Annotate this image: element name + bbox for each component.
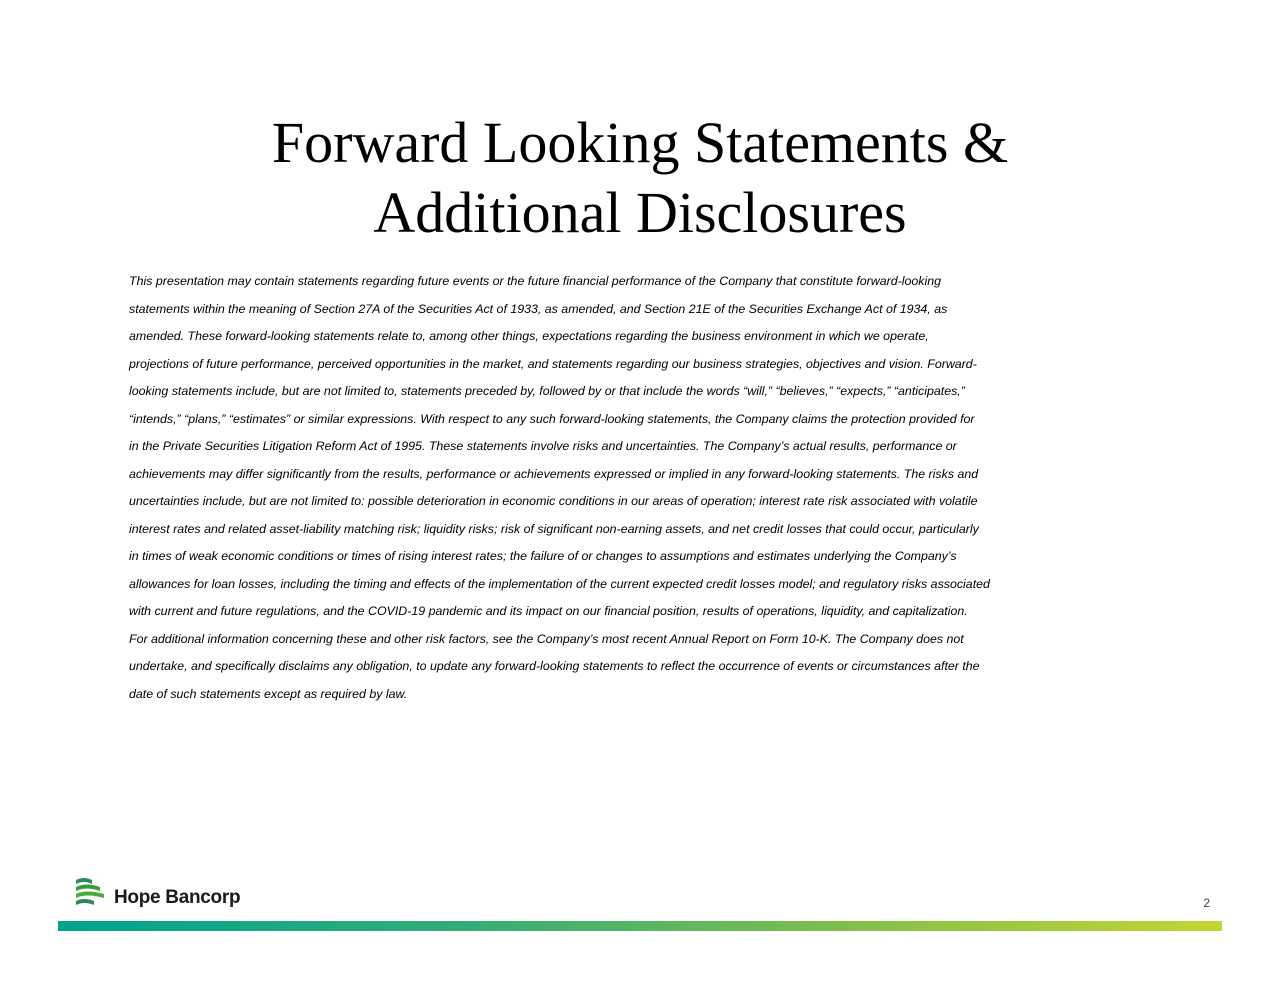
disclosure-line: “intends,” “plans,” “estimates” or similar expressions. With respect to any such forward-looking statements, the Company claims the protection provided for [129,411,975,426]
disclosure-line: looking statements include, but are not limited to, statements preceded by, followed by or that include the words “will,” “believes,” “expects,” “anticipates,” [129,384,965,398]
disclosure-line: date of such statements except as required by law. [129,686,408,701]
disclosure-line: For additional information concerning these and other risk factors, see the Company’s most recent Annual Report on Form 10-K. The Company does not [129,631,964,646]
disclosure-line: achievements may differ significantly from the results, performance or achievements expressed or implied in any forward-looking statements. The risks and [129,466,979,481]
disclosure-line: undertake, and specifically disclaims any obligation, to update any forward-looking statements to reflect the occurrence of events or circumstances after the [129,659,980,673]
disclosure-line: interest rates and related asset-liability matching risk; liquidity risks; risk of significant non-earning assets, and net credit losses that could occur, particularly [129,521,979,536]
hope-bancorp-mark-icon [72,874,108,910]
page-title-line-2: Additional Disclosures [373,180,907,245]
disclosure-line: in the Private Securities Litigation Reform Act of 1995. These statements involve risks and uncertainties. The Company’s actual results, performance or [129,439,957,453]
disclosure-line: This presentation may contain statements regarding future events or the future financial performance of the Company that constitute forward-looking [129,274,942,288]
disclosure-line: projections of future performance, perceived opportunities in the market, and statements regarding our business strategies, objectives and vision. Forward- [129,356,977,371]
page-number: 2 [1203,896,1210,910]
disclosure-line: with current and future regulations, and the COVID-19 pandemic and its impact on our financial position, results of operations, liquidity, and capitalization. [129,604,968,618]
disclosure-line: statements within the meaning of Section 27A of the Securities Act of 1933, as amended, and Section 21E of the Securities Exchange Act of 1934, as [129,301,948,316]
disclosure-line: in times of weak economic conditions or times of rising interest rates; the failure of or changes to assumptions and estimates underlying the Company’s [129,549,957,563]
company-logo-text: Hope Bancorp [114,887,241,908]
disclosure-line: uncertainties include, but are not limited to: possible deterioration in economic conditions in our areas of operation; interest rate risk associated with volatile [129,494,978,508]
disclosure-line: allowances for loan losses, including the timing and effects of the implementation of the current expected credit losses model; and regulatory risks associated [129,576,990,591]
page-title-line-1: Forward Looking Statements & [271,110,1009,175]
disclosure-line: amended. These forward-looking statements relate to, among other things, expectations regarding the business environment in which we operate, [129,329,929,343]
footer-gradient-bar [58,921,1222,931]
disclosure-paragraph [129,268,1169,708]
company-logo [72,872,240,912]
page-title [0,108,1280,248]
